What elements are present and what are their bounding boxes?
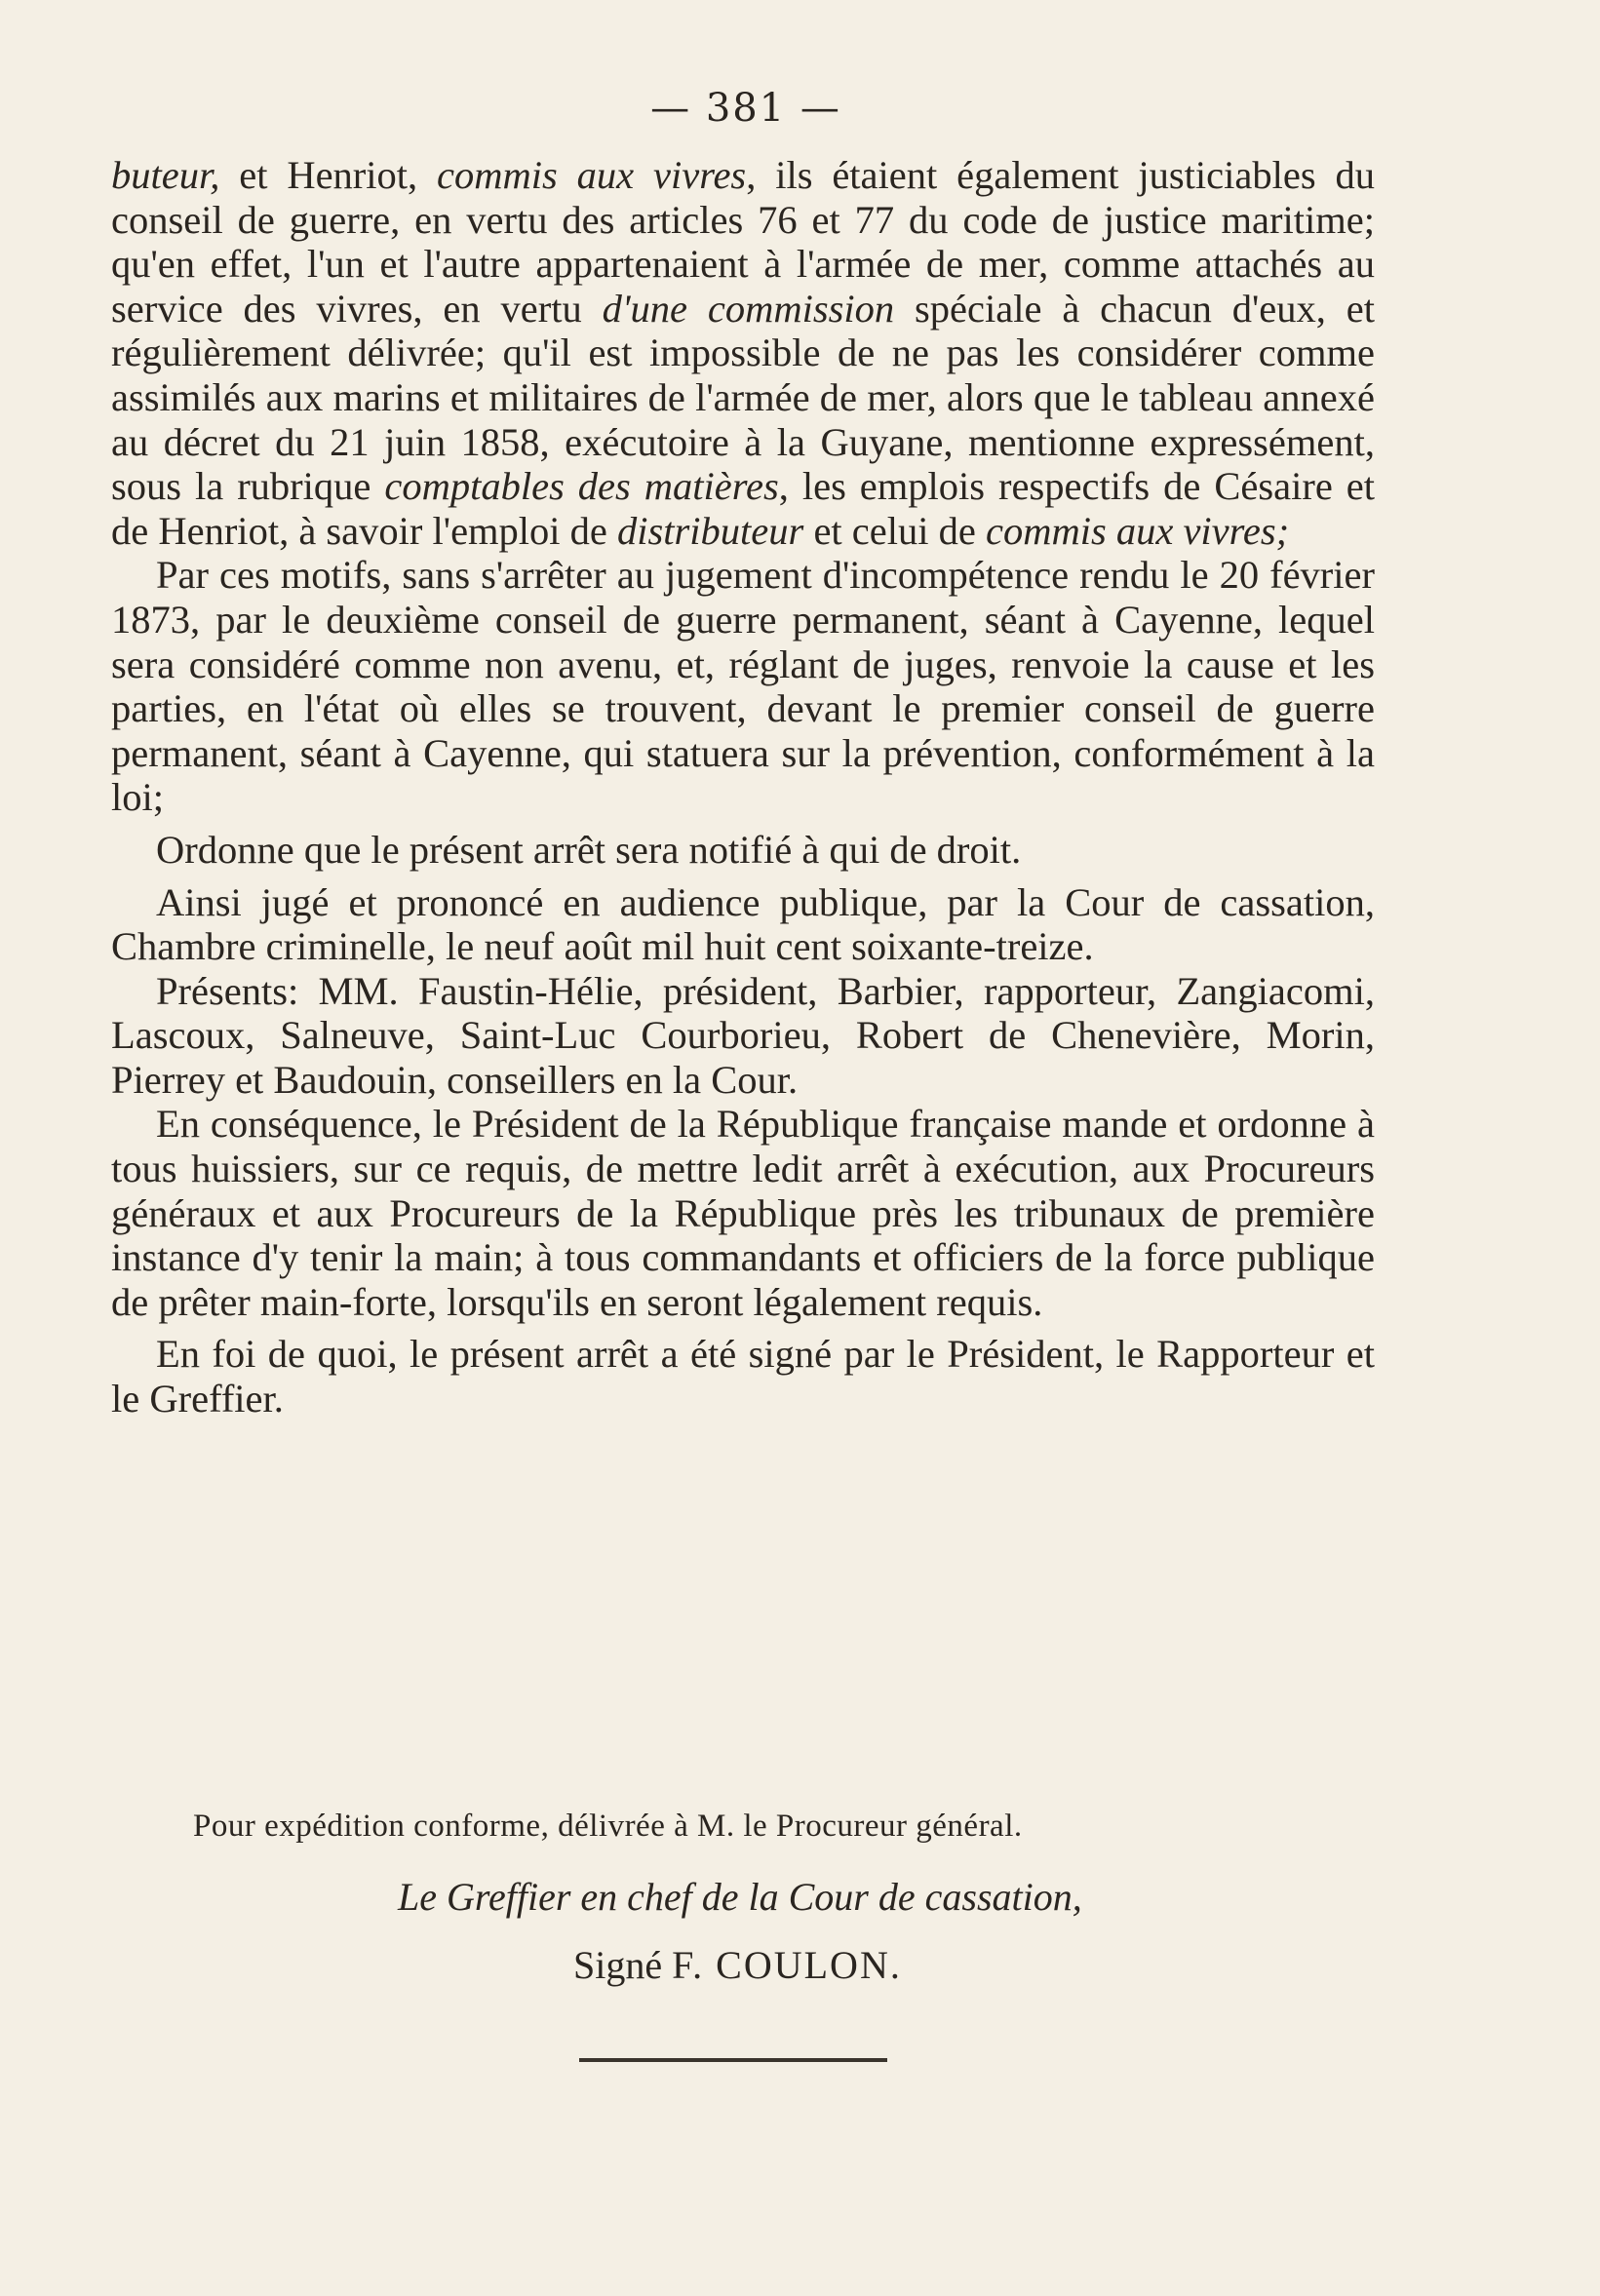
signature-line: [573, 1943, 1375, 1988]
italic-term: distributeur: [617, 508, 804, 553]
page-number: — 381 —: [650, 86, 841, 131]
paragraph-ainsi-juge: Ainsi jugé et prononcé en audience publique, par la Cour de cassation, Chambre criminelle, le neuf août mil huit cent soixante-treize.: [111, 879, 1375, 969]
text-run: et Henriot,: [219, 153, 438, 197]
italic-term: commis aux vivres: [437, 153, 747, 197]
italic-term: d'une commission: [602, 286, 895, 331]
expedition-line: Pour expédition conforme, délivrée à M. le Procureur général.: [193, 1809, 1023, 1844]
body-text: [111, 153, 1375, 1421]
text-run: , les emplois respectifs de Césaire et de Henriot, à savoir l'emploi de: [111, 464, 1376, 553]
paragraph-presents: Présents: MM. Faustin-Hélie, président, Barbier, rapporteur, Zangiacomi, Lascoux, Salneuve, Saint-Luc Courborieu, Robert de Chenevière, Morin, Pierrey et Baudouin, conseillers en la Cour.: [111, 968, 1375, 1102]
paragraph-consequence: En conséquence, le Président de la République française mande et ordonne à tous huissiers, sur ce requis, de mettre ledit arrêt à exécution, aux Procureurs généraux et aux Procureurs de la République près les tribunaux de première instance d'y tenir la main; à tous commandants et officiers de la force publique de prêter main-forte, lorsqu'ils en seront légalement requis.: [111, 1102, 1375, 1324]
italic-term: commis aux vivres;: [985, 508, 1290, 553]
signer-name: F. COULON.: [672, 1943, 902, 1987]
paragraph-continuation: [111, 153, 1375, 553]
text-run: et celui de: [803, 508, 986, 553]
text-run: spéciale à chacun d'eux, et régulièrement délivrée; qu'il est impossible de ne pas les considérer comme assimilés aux marins et militaires de l'armée de mer, alors que le tableau annexé au décret du 21 juin 1858, exécutoire à la Guyane, mentionne expressément, sous la rubrique: [111, 286, 1375, 509]
closing-rule: [579, 2058, 887, 2062]
signe-label: Signé: [573, 1943, 663, 1987]
text-run: , ils étaient également justiciables du conseil de guerre, en vertu des articles 76 et 77 du code de justice maritime; qu'en effet, l'un et l'autre appartenaient à l'armée de mer, comme attachés au service des vivres, en vertu: [111, 153, 1375, 331]
paragraph-en-foi: En foi de quoi, le présent arrêt a été signé par le Président, le Rapporteur et le Greffier.: [111, 1332, 1375, 1421]
paragraph-motifs: Par ces motifs, sans s'arrêter au jugement d'incompétence rendu le 20 février 1873, par le deuxième conseil de guerre permanent, séant à Cayenne, lequel sera considéré comme non avenu, et, réglant de juges, renvoie la cause et les parties, en l'état où elles se trouvent, devant le premier conseil de guerre permanent, séant à Cayenne, qui statuera sur la prévention, conformément à la loi;: [111, 553, 1375, 820]
greffier-title: Le Greffier en chef de la Cour de cassation,: [398, 1875, 1082, 1919]
paragraph-ordonne: Ordonne que le présent arrêt sera notifié à qui de droit.: [156, 827, 1022, 872]
italic-term: comptables des matières: [384, 464, 779, 509]
closing-block: [111, 1807, 1375, 1988]
italic-term: buteur,: [111, 153, 220, 197]
